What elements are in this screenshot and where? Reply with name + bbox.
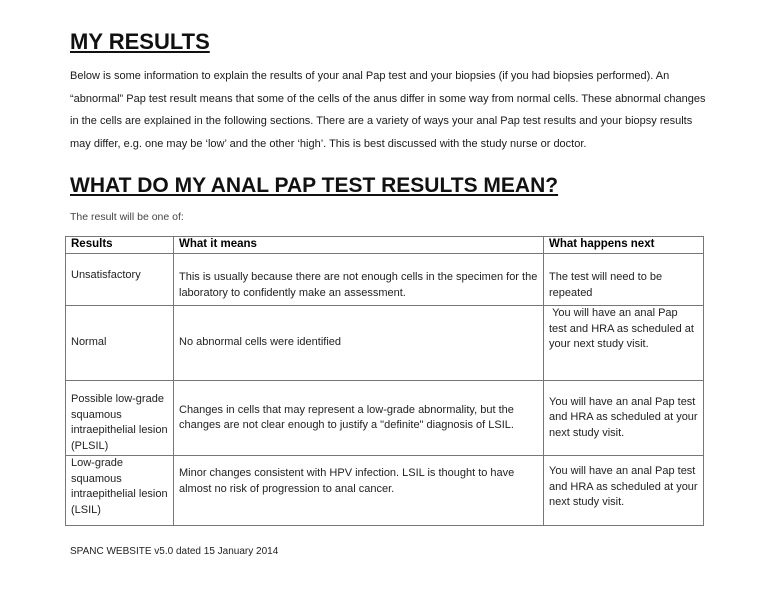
table-row — [66, 254, 704, 306]
cell-next: You will have an anal Pap test and HRA as scheduled at your next study visit. — [544, 306, 704, 381]
page-title: MY RESULTS — [70, 29, 210, 54]
table-header-row — [66, 237, 704, 254]
cell-result: Possible low-grade squamous intraepithelial lesion (PLSIL) — [66, 381, 174, 456]
footer-text: SPANC WEBSITE v5.0 dated 15 January 2014 — [70, 546, 279, 557]
cell-next: You will have an anal Pap test and HRA as scheduled at your next study visit. — [544, 456, 704, 526]
table-row — [66, 306, 704, 381]
cell-result: Normal — [66, 306, 174, 381]
cell-next: You will have an anal Pap test and HRA as scheduled at your next study visit. — [544, 381, 704, 456]
table-row — [66, 381, 704, 456]
header-results: Results — [66, 237, 174, 254]
lead-text: The result will be one of: — [70, 211, 184, 223]
cell-next: The test will need to be repeated — [544, 254, 704, 306]
table-row — [66, 456, 704, 526]
cell-meaning: No abnormal cells were identified — [174, 306, 544, 381]
cell-meaning: Minor changes consistent with HPV infection. LSIL is thought to have almost no risk of progression to anal cancer. — [174, 456, 544, 526]
cell-meaning: Changes in cells that may represent a low-grade abnormality, but the changes are not clear enough to justify a "definite" diagnosis of LSIL. — [174, 381, 544, 456]
cell-result: Unsatisfactory — [66, 254, 174, 306]
header-what-it-means: What it means — [174, 237, 544, 254]
section-heading: WHAT DO MY ANAL PAP TEST RESULTS MEAN? — [70, 174, 559, 197]
cell-result: Low-grade squamous intraepithelial lesion (LSIL) — [66, 456, 174, 526]
results-table — [65, 236, 704, 526]
header-what-happens-next: What happens next — [544, 237, 704, 254]
intro-paragraph: Below is some information to explain the results of your anal Pap test and your biopsies (if you had biopsies performed). An “abnormal” Pap test result means that some of the cells of the anus differ in some way from normal cells. These abnormal changes in the cells are explained in the following sections. There are a variety of ways your anal Pap test results and your biopsy results may differ, e.g. one may be ‘low’ and the other ‘high’. This is best discussed with the study nurse or doctor. — [70, 70, 706, 150]
cell-meaning: This is usually because there are not enough cells in the specimen for the laboratory to confidently make an assessment. — [174, 254, 544, 306]
